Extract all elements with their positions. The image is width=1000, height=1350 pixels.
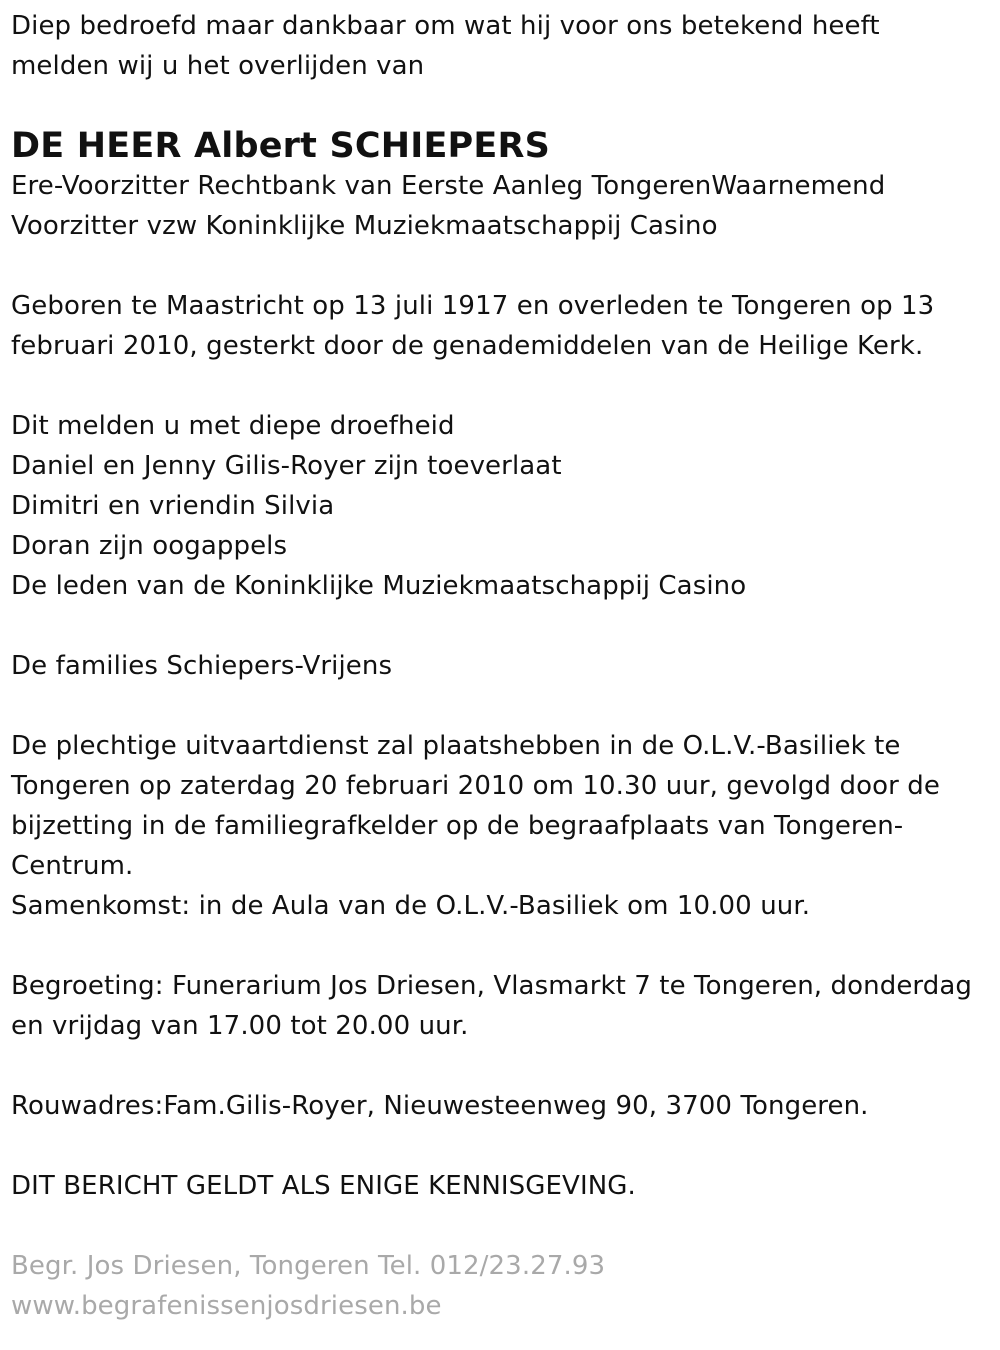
mourner-line: Dimitri en vriendin Silvia — [11, 491, 335, 521]
greeting-line: Begroeting: Funerarium Jos Driesen, Vlasmarkt 7 te Tongeren, donderdag — [11, 971, 972, 1001]
intro-text — [11, 6, 996, 86]
spacer — [11, 246, 996, 286]
greeting-info — [11, 966, 996, 1046]
intro-line: Diep bedroefd maar dankbaar om wat hij voor ons betekend heeft — [11, 11, 880, 41]
title-line: Voorzitter vzw Koninklijke Muziekmaatschappij Casino — [11, 211, 718, 241]
service-line: Samenkomst: in de Aula van de O.L.V.-Basiliek om 10.00 uur. — [11, 891, 811, 921]
families-line: De families Schiepers-Vrijens — [11, 651, 393, 681]
title-line: Ere-Voorzitter Rechtbank van Eerste Aanleg TongerenWaarnemend — [11, 171, 886, 201]
footer-contact: Begr. Jos Driesen, Tongeren Tel. 012/23.27.93 — [11, 1251, 606, 1281]
footer-website-link[interactable]: www.begrafenissenjosdriesen.be — [11, 1291, 442, 1321]
spacer — [11, 926, 996, 966]
spacer — [11, 606, 996, 646]
service-line: Centrum. — [11, 851, 134, 881]
mourners-list — [11, 406, 996, 606]
greeting-line: en vrijdag van 17.00 tot 20.00 uur. — [11, 1011, 469, 1041]
service-line: Tongeren op zaterdag 20 februari 2010 om 10.30 uur, gevolgd door de — [11, 771, 940, 801]
deceased-titles — [11, 166, 996, 246]
deceased-name: DE HEER Albert SCHIEPERS — [11, 126, 551, 166]
spacer — [11, 1206, 996, 1246]
mourner-line: Doran zijn oogappels — [11, 531, 288, 561]
spacer — [11, 1126, 996, 1166]
obituary-notice — [11, 6, 996, 1326]
mourner-line: Dit melden u met diepe droefheid — [11, 411, 455, 441]
funeral-home-footer — [11, 1246, 996, 1326]
mourner-line: De leden van de Koninklijke Muziekmaatschappij Casino — [11, 571, 747, 601]
mourner-line: Daniel en Jenny Gilis-Royer zijn toeverlaat — [11, 451, 562, 481]
service-line: De plechtige uitvaartdienst zal plaatshebben in de O.L.V.-Basiliek te — [11, 731, 901, 761]
spacer — [11, 1046, 996, 1086]
mourning-address: Rouwadres:Fam.Gilis-Royer, Nieuwesteenweg 90, 3700 Tongeren. — [11, 1091, 869, 1121]
intro-line: melden wij u het overlijden van — [11, 51, 425, 81]
funeral-service-info — [11, 726, 996, 926]
birth-death-info — [11, 286, 996, 366]
spacer — [11, 366, 996, 406]
spacer — [11, 686, 996, 726]
service-line: bijzetting in de familiegrafkelder op de begraafplaats van Tongeren- — [11, 811, 904, 841]
notice-line: DIT BERICHT GELDT ALS ENIGE KENNISGEVING. — [11, 1171, 636, 1201]
birth-death-line: februari 2010, gesterkt door de genademiddelen van de Heilige Kerk. — [11, 331, 924, 361]
birth-death-line: Geboren te Maastricht op 13 juli 1917 en overleden te Tongeren op 13 — [11, 291, 935, 321]
